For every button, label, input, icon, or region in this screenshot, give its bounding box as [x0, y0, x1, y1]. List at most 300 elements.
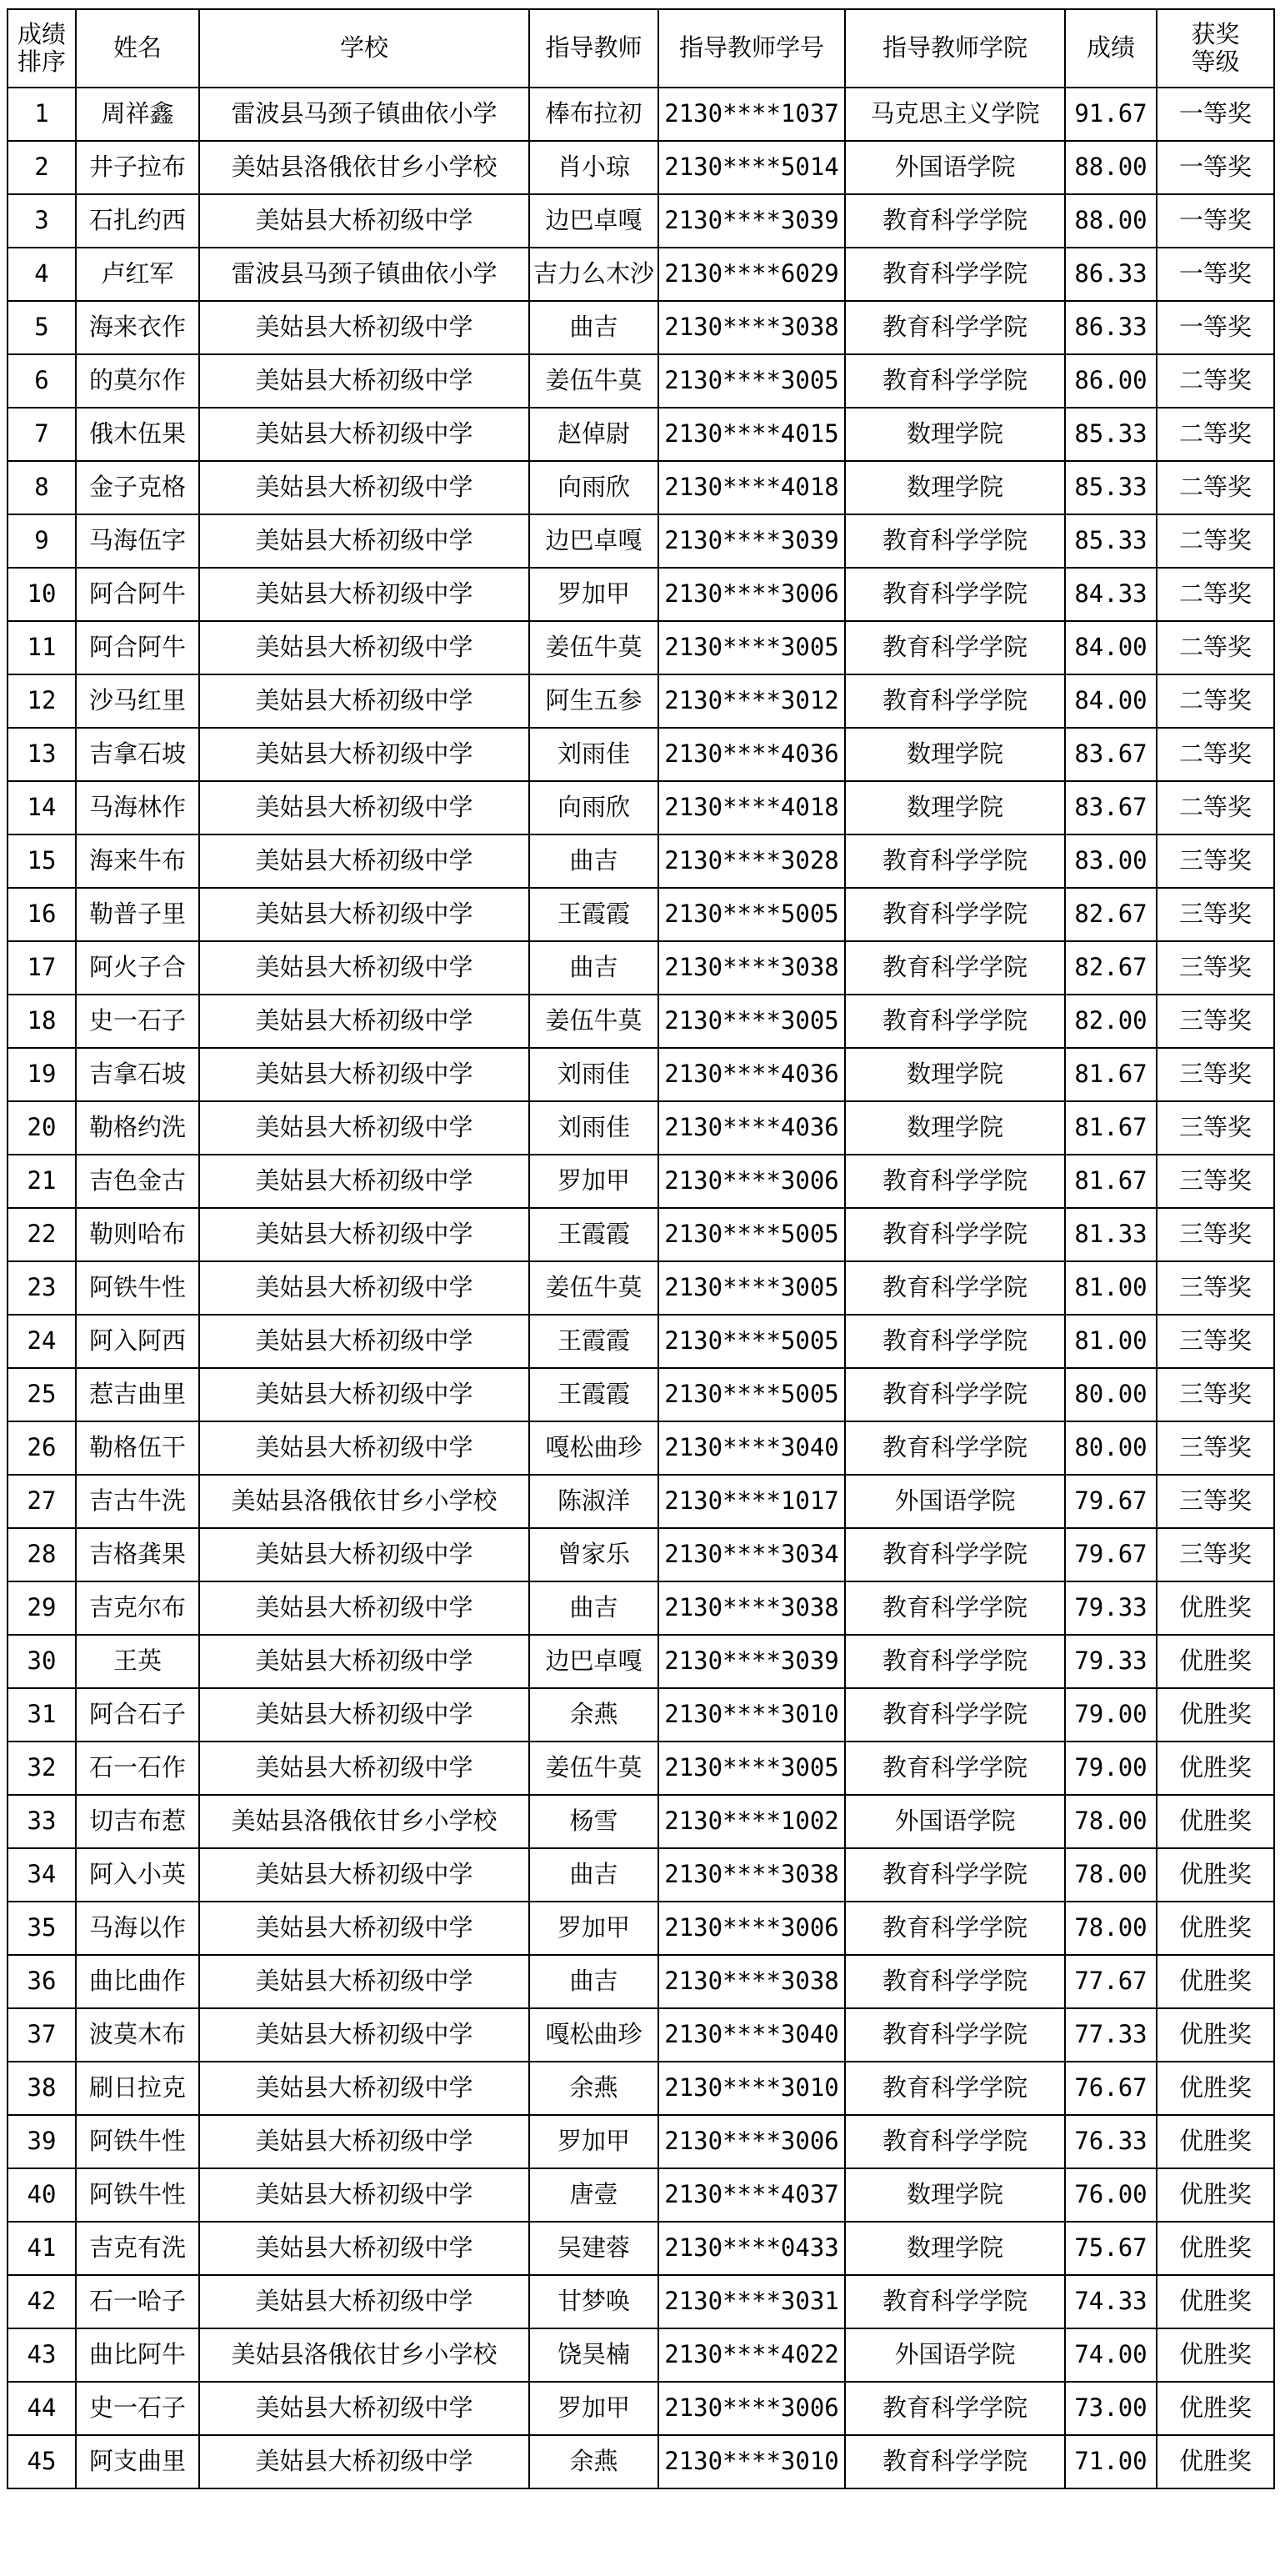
name-cell: 阿合阿牛: [76, 621, 199, 674]
rank-cell: 30: [8, 1635, 76, 1688]
college-cell: 外国语学院: [845, 1475, 1065, 1528]
teacher-cell: 王霞霞: [529, 1368, 658, 1421]
teacher-id-cell: 2130****0433: [658, 2222, 845, 2275]
teacher-id-cell: 2130****3005: [658, 621, 845, 674]
score-cell: 73.00: [1065, 2382, 1157, 2435]
teacher-id-cell: 2130****3010: [658, 2062, 845, 2115]
teacher-id-cell: 2130****6029: [658, 248, 845, 301]
award-cell: 三等奖: [1157, 1421, 1274, 1475]
teacher-id-cell: 2130****3010: [658, 2435, 845, 2488]
rank-cell: 27: [8, 1475, 76, 1528]
teacher-cell: 曲吉: [529, 1955, 658, 2008]
teacher-cell: 甘梦唤: [529, 2275, 658, 2328]
teacher-id-cell: 2130****5005: [658, 1368, 845, 1421]
teacher-id-cell: 2130****4036: [658, 1101, 845, 1155]
college-cell: 数理学院: [845, 1048, 1065, 1101]
school-cell: 雷波县马颈子镇曲依小学: [199, 88, 529, 141]
name-cell: 海来牛布: [76, 834, 199, 888]
award-cell: 优胜奖: [1157, 1795, 1274, 1848]
award-cell: 二等奖: [1157, 461, 1274, 514]
rank-cell: 13: [8, 728, 76, 781]
results-table: [7, 8, 1275, 2489]
teacher-cell: 姜伍牛莫: [529, 995, 658, 1048]
score-cell: 85.33: [1065, 514, 1157, 568]
table-row: [8, 2382, 1274, 2435]
teacher-id-cell: 2130****1017: [658, 1475, 845, 1528]
teacher-cell: 罗加甲: [529, 1902, 658, 1955]
name-cell: 井子拉布: [76, 141, 199, 194]
score-cell: 81.33: [1065, 1208, 1157, 1261]
award-cell: 一等奖: [1157, 88, 1274, 141]
score-cell: 76.00: [1065, 2168, 1157, 2222]
college-cell: 教育科学学院: [845, 1635, 1065, 1688]
rank-cell: 31: [8, 1688, 76, 1742]
rank-cell: 25: [8, 1368, 76, 1421]
teacher-cell: 嘎松曲珍: [529, 1421, 658, 1475]
table-row: [8, 88, 1274, 141]
table-row: [8, 2168, 1274, 2222]
rank-cell: 24: [8, 1315, 76, 1368]
college-cell: 教育科学学院: [845, 1261, 1065, 1315]
teacher-id-cell: 2130****3038: [658, 941, 845, 995]
name-cell: 阿铁牛性: [76, 1261, 199, 1315]
college-cell: 教育科学学院: [845, 2275, 1065, 2328]
header-teacher-id: 指导教师学号: [658, 9, 845, 88]
rank-cell: 42: [8, 2275, 76, 2328]
header-rank: [8, 9, 76, 88]
name-cell: 石扎约西: [76, 194, 199, 248]
header-name: 姓名: [76, 9, 199, 88]
award-cell: 优胜奖: [1157, 2008, 1274, 2062]
score-cell: 86.00: [1065, 354, 1157, 408]
table-row: [8, 1261, 1274, 1315]
name-cell: 切吉布惹: [76, 1795, 199, 1848]
rank-cell: 23: [8, 1261, 76, 1315]
table-row: [8, 2062, 1274, 2115]
table-row: [8, 2275, 1274, 2328]
teacher-cell: 赵倬尉: [529, 408, 658, 461]
college-cell: 教育科学学院: [845, 1315, 1065, 1368]
teacher-id-cell: 2130****3006: [658, 1902, 845, 1955]
school-cell: 美姑县大桥初级中学: [199, 1421, 529, 1475]
table-row: [8, 1101, 1274, 1155]
school-cell: 美姑县大桥初级中学: [199, 781, 529, 834]
name-cell: 曲比阿牛: [76, 2328, 199, 2382]
teacher-id-cell: 2130****3006: [658, 2382, 845, 2435]
teacher-cell: 阿生五参: [529, 674, 658, 728]
table-row: [8, 248, 1274, 301]
school-cell: 美姑县大桥初级中学: [199, 1261, 529, 1315]
teacher-id-cell: 2130****3031: [658, 2275, 845, 2328]
table-body: [8, 88, 1274, 2488]
school-cell: 美姑县大桥初级中学: [199, 995, 529, 1048]
award-cell: 三等奖: [1157, 834, 1274, 888]
table-row: [8, 461, 1274, 514]
teacher-id-cell: 2130****3006: [658, 568, 845, 621]
rank-cell: 1: [8, 88, 76, 141]
teacher-id-cell: 2130****5005: [658, 888, 845, 941]
rank-cell: 5: [8, 301, 76, 354]
name-cell: 阿铁牛性: [76, 2115, 199, 2168]
name-cell: 沙马红里: [76, 674, 199, 728]
table-row: [8, 1315, 1274, 1368]
rank-cell: 2: [8, 141, 76, 194]
name-cell: 阿合阿牛: [76, 568, 199, 621]
award-cell: 优胜奖: [1157, 2435, 1274, 2488]
college-cell: 教育科学学院: [845, 1155, 1065, 1208]
score-cell: 79.67: [1065, 1528, 1157, 1581]
school-cell: 美姑县大桥初级中学: [199, 1208, 529, 1261]
college-cell: 教育科学学院: [845, 674, 1065, 728]
rank-cell: 33: [8, 1795, 76, 1848]
award-cell: 三等奖: [1157, 1315, 1274, 1368]
name-cell: 阿合石子: [76, 1688, 199, 1742]
teacher-id-cell: 2130****5014: [658, 141, 845, 194]
teacher-cell: 棒布拉初: [529, 88, 658, 141]
rank-cell: 21: [8, 1155, 76, 1208]
table-row: [8, 1421, 1274, 1475]
teacher-id-cell: 2130****3012: [658, 674, 845, 728]
teacher-cell: 向雨欣: [529, 461, 658, 514]
score-cell: 84.00: [1065, 621, 1157, 674]
table-row: [8, 941, 1274, 995]
rank-cell: 39: [8, 2115, 76, 2168]
score-cell: 74.33: [1065, 2275, 1157, 2328]
teacher-id-cell: 2130****1037: [658, 88, 845, 141]
table-row: [8, 568, 1274, 621]
teacher-id-cell: 2130****3006: [658, 2115, 845, 2168]
teacher-id-cell: 2130****4036: [658, 1048, 845, 1101]
school-cell: 美姑县大桥初级中学: [199, 514, 529, 568]
name-cell: 阿火子合: [76, 941, 199, 995]
score-cell: 81.67: [1065, 1155, 1157, 1208]
name-cell: 刷日拉克: [76, 2062, 199, 2115]
teacher-id-cell: 2130****3040: [658, 2008, 845, 2062]
table-row: [8, 141, 1274, 194]
table-row: [8, 2115, 1274, 2168]
score-cell: 79.00: [1065, 1688, 1157, 1742]
teacher-cell: 姜伍牛莫: [529, 621, 658, 674]
teacher-cell: 曲吉: [529, 1581, 658, 1635]
teacher-cell: 吉力么木沙: [529, 248, 658, 301]
table-row: [8, 2222, 1274, 2275]
rank-cell: 11: [8, 621, 76, 674]
teacher-cell: 姜伍牛莫: [529, 1742, 658, 1795]
award-cell: 优胜奖: [1157, 2382, 1274, 2435]
school-cell: 美姑县大桥初级中学: [199, 2008, 529, 2062]
school-cell: 美姑县洛俄依甘乡小学校: [199, 1795, 529, 1848]
award-cell: 三等奖: [1157, 941, 1274, 995]
award-cell: 三等奖: [1157, 1475, 1274, 1528]
teacher-cell: 罗加甲: [529, 568, 658, 621]
award-cell: 一等奖: [1157, 194, 1274, 248]
teacher-cell: 罗加甲: [529, 2382, 658, 2435]
teacher-id-cell: 2130****3006: [658, 1155, 845, 1208]
school-cell: 美姑县大桥初级中学: [199, 1688, 529, 1742]
school-cell: 美姑县洛俄依甘乡小学校: [199, 1475, 529, 1528]
header-award: [1157, 9, 1274, 88]
college-cell: 教育科学学院: [845, 1848, 1065, 1902]
teacher-id-cell: 2130****4018: [658, 781, 845, 834]
name-cell: 曲比曲作: [76, 1955, 199, 2008]
award-cell: 三等奖: [1157, 1048, 1274, 1101]
school-cell: 美姑县大桥初级中学: [199, 941, 529, 995]
college-cell: 教育科学学院: [845, 834, 1065, 888]
header-award-line1: 获奖: [1191, 19, 1240, 48]
school-cell: 美姑县大桥初级中学: [199, 2062, 529, 2115]
award-cell: 二等奖: [1157, 408, 1274, 461]
college-cell: 教育科学学院: [845, 941, 1065, 995]
score-cell: 82.67: [1065, 888, 1157, 941]
table-row: [8, 194, 1274, 248]
college-cell: 数理学院: [845, 728, 1065, 781]
score-cell: 77.67: [1065, 1955, 1157, 2008]
table-header: [8, 9, 1274, 88]
rank-cell: 10: [8, 568, 76, 621]
name-cell: 波莫木布: [76, 2008, 199, 2062]
teacher-cell: 陈淑洋: [529, 1475, 658, 1528]
table-row: [8, 1848, 1274, 1902]
award-cell: 优胜奖: [1157, 1848, 1274, 1902]
college-cell: 外国语学院: [845, 1795, 1065, 1848]
award-cell: 优胜奖: [1157, 1955, 1274, 2008]
teacher-id-cell: 2130****4036: [658, 728, 845, 781]
college-cell: 外国语学院: [845, 2328, 1065, 2382]
rank-cell: 15: [8, 834, 76, 888]
school-cell: 美姑县大桥初级中学: [199, 194, 529, 248]
teacher-cell: 吴建蓉: [529, 2222, 658, 2275]
rank-cell: 12: [8, 674, 76, 728]
name-cell: 卢红军: [76, 248, 199, 301]
teacher-id-cell: 2130****4037: [658, 2168, 845, 2222]
teacher-id-cell: 2130****3028: [658, 834, 845, 888]
teacher-cell: 向雨欣: [529, 781, 658, 834]
school-cell: 美姑县大桥初级中学: [199, 2168, 529, 2222]
college-cell: 教育科学学院: [845, 2382, 1065, 2435]
name-cell: 吉格龚果: [76, 1528, 199, 1581]
rank-cell: 26: [8, 1421, 76, 1475]
table-row: [8, 1795, 1274, 1848]
school-cell: 美姑县大桥初级中学: [199, 354, 529, 408]
school-cell: 美姑县大桥初级中学: [199, 2222, 529, 2275]
table-row: [8, 728, 1274, 781]
college-cell: 教育科学学院: [845, 354, 1065, 408]
school-cell: 美姑县大桥初级中学: [199, 568, 529, 621]
school-cell: 美姑县大桥初级中学: [199, 1955, 529, 2008]
table-row: [8, 408, 1274, 461]
rank-cell: 34: [8, 1848, 76, 1902]
college-cell: 教育科学学院: [845, 995, 1065, 1048]
score-cell: 79.00: [1065, 1742, 1157, 1795]
score-cell: 81.67: [1065, 1101, 1157, 1155]
table-row: [8, 2435, 1274, 2488]
score-cell: 76.33: [1065, 2115, 1157, 2168]
teacher-id-cell: 2130****4018: [658, 461, 845, 514]
table-row: [8, 1155, 1274, 1208]
score-cell: 75.67: [1065, 2222, 1157, 2275]
college-cell: 教育科学学院: [845, 2062, 1065, 2115]
award-cell: 二等奖: [1157, 781, 1274, 834]
header-school: 学校: [199, 9, 529, 88]
teacher-cell: 边巴卓嘎: [529, 1635, 658, 1688]
award-cell: 二等奖: [1157, 514, 1274, 568]
college-cell: 教育科学学院: [845, 568, 1065, 621]
award-cell: 一等奖: [1157, 301, 1274, 354]
college-cell: 数理学院: [845, 1101, 1065, 1155]
score-cell: 83.00: [1065, 834, 1157, 888]
score-cell: 71.00: [1065, 2435, 1157, 2488]
name-cell: 马海伍字: [76, 514, 199, 568]
teacher-id-cell: 2130****3039: [658, 514, 845, 568]
award-cell: 优胜奖: [1157, 2115, 1274, 2168]
college-cell: 教育科学学院: [845, 1955, 1065, 2008]
college-cell: 教育科学学院: [845, 1368, 1065, 1421]
score-cell: 91.67: [1065, 88, 1157, 141]
teacher-id-cell: 2130****4015: [658, 408, 845, 461]
name-cell: 阿入阿西: [76, 1315, 199, 1368]
table-row: [8, 674, 1274, 728]
award-cell: 三等奖: [1157, 1261, 1274, 1315]
school-cell: 美姑县大桥初级中学: [199, 1048, 529, 1101]
table-row: [8, 1368, 1274, 1421]
teacher-cell: 王霞霞: [529, 1315, 658, 1368]
name-cell: 吉克有洗: [76, 2222, 199, 2275]
school-cell: 美姑县大桥初级中学: [199, 621, 529, 674]
teacher-id-cell: 2130****3034: [658, 1528, 845, 1581]
teacher-id-cell: 2130****3038: [658, 301, 845, 354]
rank-cell: 19: [8, 1048, 76, 1101]
teacher-id-cell: 2130****5005: [658, 1208, 845, 1261]
score-cell: 84.00: [1065, 674, 1157, 728]
award-cell: 二等奖: [1157, 354, 1274, 408]
teacher-cell: 唐壹: [529, 2168, 658, 2222]
teacher-cell: 罗加甲: [529, 1155, 658, 1208]
score-cell: 80.00: [1065, 1368, 1157, 1421]
rank-cell: 41: [8, 2222, 76, 2275]
score-cell: 78.00: [1065, 1795, 1157, 1848]
rank-cell: 28: [8, 1528, 76, 1581]
school-cell: 美姑县大桥初级中学: [199, 1581, 529, 1635]
rank-cell: 43: [8, 2328, 76, 2382]
name-cell: 王英: [76, 1635, 199, 1688]
college-cell: 教育科学学院: [845, 248, 1065, 301]
table-row: [8, 1048, 1274, 1101]
score-cell: 78.00: [1065, 1902, 1157, 1955]
rank-cell: 29: [8, 1581, 76, 1635]
score-cell: 79.33: [1065, 1581, 1157, 1635]
table-row: [8, 514, 1274, 568]
teacher-cell: 曲吉: [529, 834, 658, 888]
teacher-id-cell: 2130****5005: [658, 1315, 845, 1368]
name-cell: 海来衣作: [76, 301, 199, 354]
name-cell: 吉古牛洗: [76, 1475, 199, 1528]
college-cell: 教育科学学院: [845, 194, 1065, 248]
school-cell: 美姑县大桥初级中学: [199, 728, 529, 781]
header-row: [8, 9, 1274, 88]
college-cell: 数理学院: [845, 2222, 1065, 2275]
college-cell: 数理学院: [845, 408, 1065, 461]
name-cell: 石一哈子: [76, 2275, 199, 2328]
teacher-cell: 刘雨佳: [529, 1048, 658, 1101]
teacher-id-cell: 2130****3010: [658, 1688, 845, 1742]
name-cell: 阿支曲里: [76, 2435, 199, 2488]
award-cell: 优胜奖: [1157, 2062, 1274, 2115]
name-cell: 马海林作: [76, 781, 199, 834]
name-cell: 惹吉曲里: [76, 1368, 199, 1421]
table-row: [8, 888, 1274, 941]
teacher-id-cell: 2130****3005: [658, 995, 845, 1048]
header-teacher: 指导教师: [529, 9, 658, 88]
award-cell: 二等奖: [1157, 674, 1274, 728]
school-cell: 美姑县大桥初级中学: [199, 2115, 529, 2168]
score-cell: 82.00: [1065, 995, 1157, 1048]
score-cell: 74.00: [1065, 2328, 1157, 2382]
award-cell: 优胜奖: [1157, 1635, 1274, 1688]
score-cell: 83.67: [1065, 728, 1157, 781]
college-cell: 数理学院: [845, 781, 1065, 834]
score-cell: 81.67: [1065, 1048, 1157, 1101]
name-cell: 勒普子里: [76, 888, 199, 941]
teacher-cell: 罗加甲: [529, 2115, 658, 2168]
table-row: [8, 834, 1274, 888]
teacher-cell: 嘎松曲珍: [529, 2008, 658, 2062]
college-cell: 外国语学院: [845, 141, 1065, 194]
name-cell: 吉色金古: [76, 1155, 199, 1208]
score-cell: 81.00: [1065, 1315, 1157, 1368]
table-row: [8, 2008, 1274, 2062]
table-row: [8, 1208, 1274, 1261]
rank-cell: 20: [8, 1101, 76, 1155]
name-cell: 的莫尔作: [76, 354, 199, 408]
rank-cell: 3: [8, 194, 76, 248]
rank-cell: 32: [8, 1742, 76, 1795]
rank-cell: 8: [8, 461, 76, 514]
rank-cell: 7: [8, 408, 76, 461]
name-cell: 周祥鑫: [76, 88, 199, 141]
school-cell: 美姑县大桥初级中学: [199, 461, 529, 514]
school-cell: 美姑县大桥初级中学: [199, 408, 529, 461]
teacher-id-cell: 2130****3039: [658, 1635, 845, 1688]
table-row: [8, 1742, 1274, 1795]
school-cell: 美姑县洛俄依甘乡小学校: [199, 141, 529, 194]
score-cell: 85.33: [1065, 461, 1157, 514]
teacher-cell: 边巴卓嘎: [529, 514, 658, 568]
score-cell: 88.00: [1065, 141, 1157, 194]
award-cell: 三等奖: [1157, 1528, 1274, 1581]
header-score: 成绩: [1065, 9, 1157, 88]
teacher-cell: 饶昊楠: [529, 2328, 658, 2382]
school-cell: 美姑县大桥初级中学: [199, 2382, 529, 2435]
name-cell: 吉拿石坡: [76, 728, 199, 781]
teacher-cell: 肖小琼: [529, 141, 658, 194]
rank-cell: 16: [8, 888, 76, 941]
table-row: [8, 301, 1274, 354]
college-cell: 教育科学学院: [845, 1902, 1065, 1955]
score-cell: 77.33: [1065, 2008, 1157, 2062]
school-cell: 美姑县大桥初级中学: [199, 1368, 529, 1421]
rank-cell: 6: [8, 354, 76, 408]
teacher-cell: 余燕: [529, 1688, 658, 1742]
table-row: [8, 1528, 1274, 1581]
name-cell: 史一石子: [76, 995, 199, 1048]
school-cell: 美姑县大桥初级中学: [199, 1155, 529, 1208]
name-cell: 勒则哈布: [76, 1208, 199, 1261]
rank-cell: 9: [8, 514, 76, 568]
award-cell: 三等奖: [1157, 1368, 1274, 1421]
name-cell: 史一石子: [76, 2382, 199, 2435]
school-cell: 美姑县大桥初级中学: [199, 888, 529, 941]
college-cell: 教育科学学院: [845, 514, 1065, 568]
